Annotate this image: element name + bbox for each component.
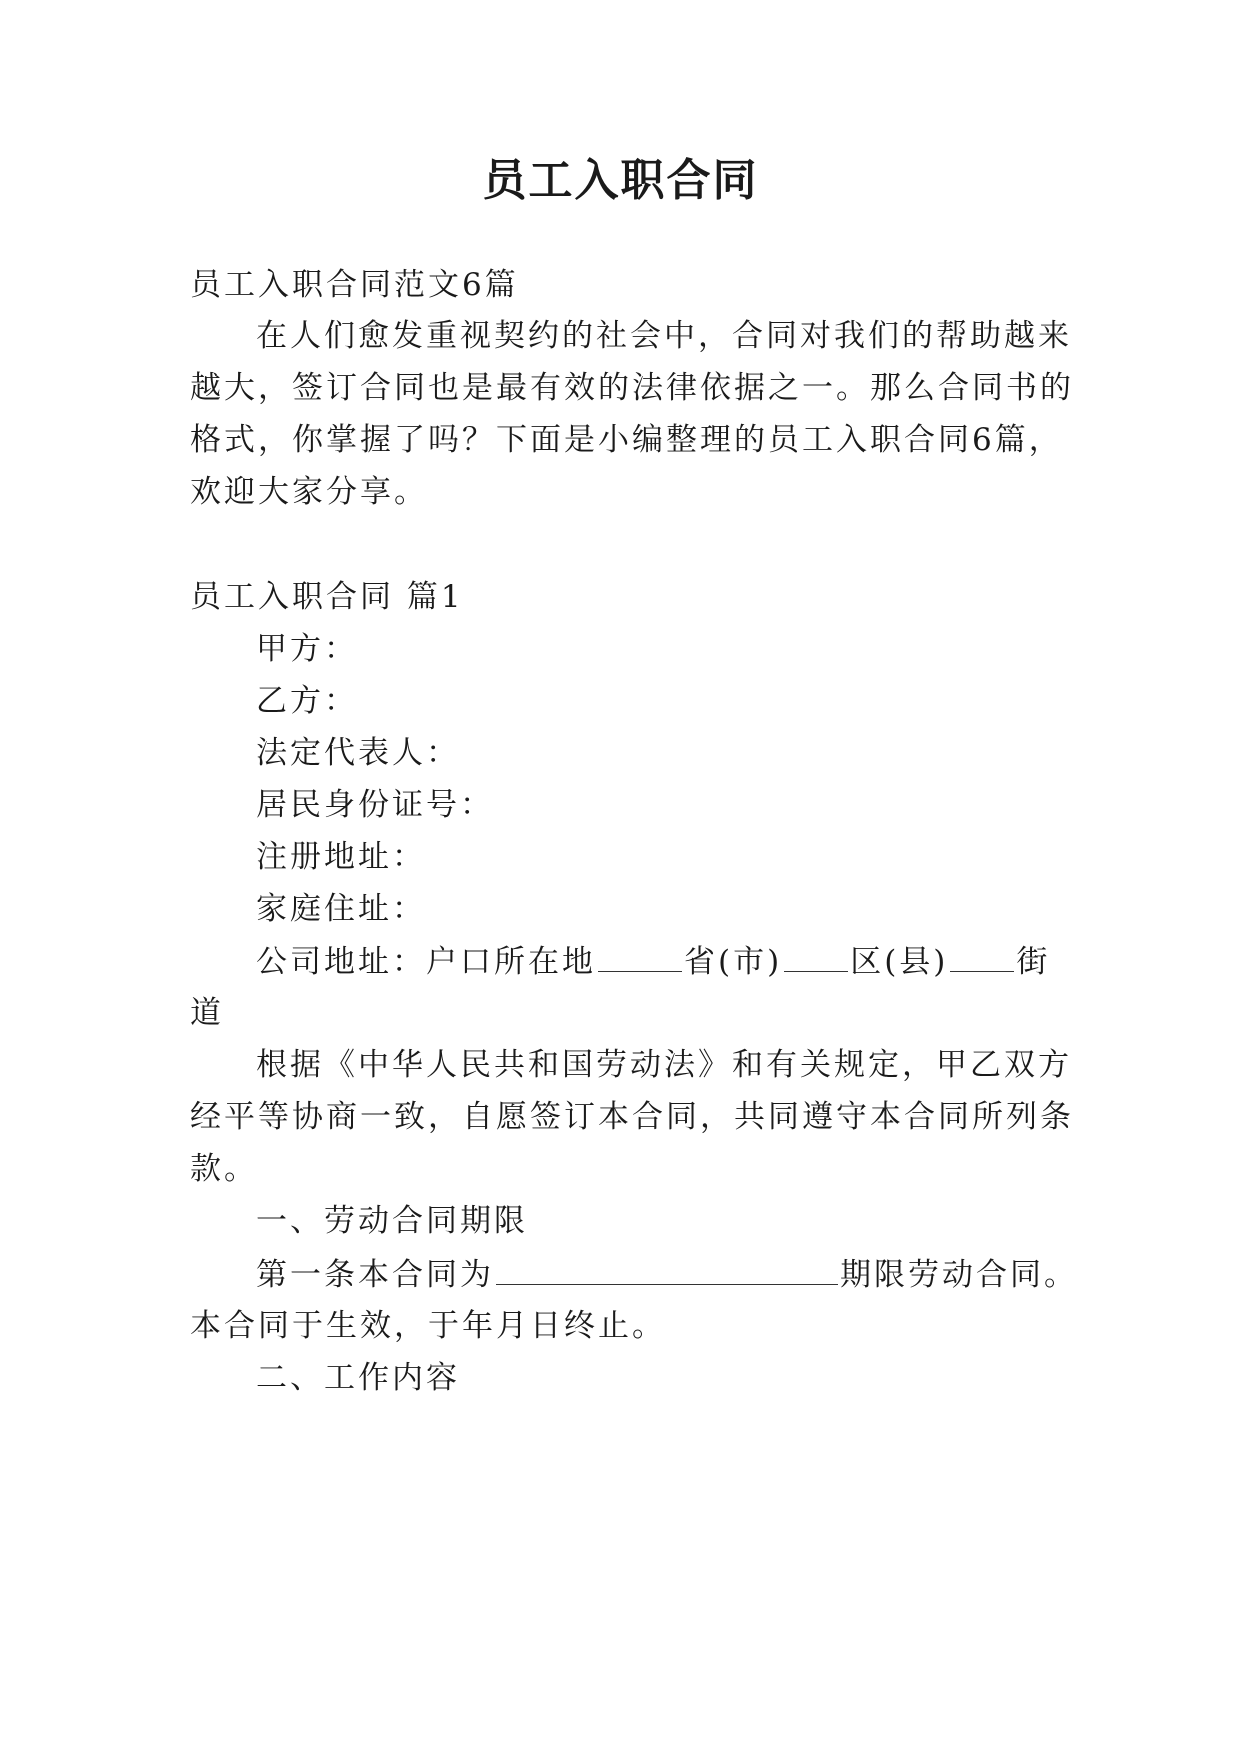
- intro-line-3: 格式，你掌握了吗？下面是小编整理的员工入职合同6篇，: [190, 422, 1063, 458]
- registered-address-field: 注册地址：: [256, 839, 426, 875]
- legal-rep-field: 法定代表人：: [256, 735, 460, 771]
- intro-line-4: 欢迎大家分享。: [190, 474, 428, 510]
- section-heading: 员工入职合同 篇1: [190, 579, 464, 615]
- intro-line-1: 在人们愈发重视契约的社会中，合同对我们的帮助越来: [256, 318, 1072, 354]
- party-b-field: 乙方：: [256, 683, 358, 719]
- article-1-line-2: 本合同于生效，于年月日终止。: [190, 1308, 666, 1344]
- article-1-suffix: 期限劳动合同。: [840, 1257, 1078, 1293]
- id-number-field: 居民身份证号：: [256, 787, 494, 823]
- province-blank: [598, 941, 682, 972]
- home-address-field: 家庭住址：: [256, 891, 426, 927]
- basis-line-3: 款。: [190, 1151, 258, 1187]
- intro-line-2: 越大，签订合同也是最有效的法律依据之一。那么合同书的: [190, 370, 1074, 406]
- district-label: 区(县): [850, 944, 949, 980]
- basis-line-2: 经平等协商一致，自愿签订本合同，共同遵守本合同所列条: [190, 1099, 1074, 1135]
- company-address-field: [256, 941, 1050, 982]
- clause-heading-1: 一、劳动合同期限: [256, 1203, 528, 1239]
- street-blank: [950, 941, 1014, 972]
- party-a-field: 甲方：: [256, 631, 358, 667]
- clause-heading-2: 二、工作内容: [256, 1360, 460, 1396]
- district-blank: [784, 941, 848, 972]
- company-address-prefix: 公司地址：户口所在地: [256, 944, 596, 980]
- document-subtitle: 员工入职合同范文6篇: [190, 267, 519, 303]
- contract-term-blank: [496, 1254, 838, 1285]
- company-address-wrap: 道: [190, 995, 224, 1031]
- document-title: 员工入职合同: [482, 155, 759, 206]
- article-1-prefix: 第一条本合同为: [256, 1257, 494, 1293]
- street-label: 街: [1016, 944, 1051, 980]
- basis-line-1: 根据《中华人民共和国劳动法》和有关规定，甲乙双方: [256, 1047, 1072, 1083]
- article-1-line-1: [256, 1254, 1078, 1295]
- province-label: 省(市): [684, 944, 783, 980]
